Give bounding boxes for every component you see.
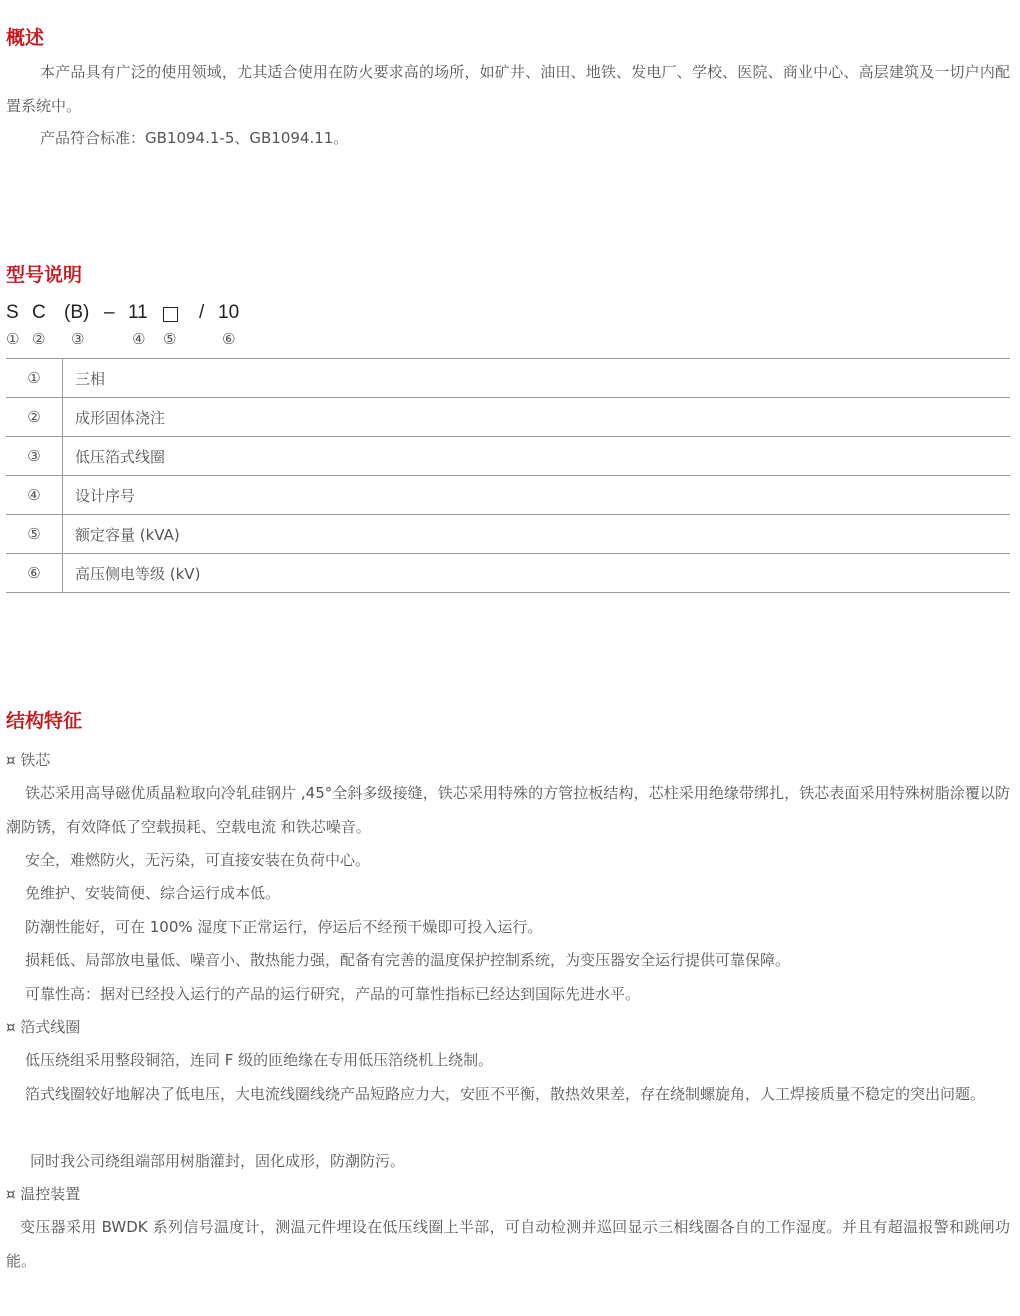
temp-title: ¤ 温控装置 <box>6 1185 81 1203</box>
table-row <box>6 398 1010 437</box>
overview-paragraph: 本产品具有广泛的使用领域，尤其适合使用在防火要求高的场所，如矿井、油田、地铁、发电厂、学校、医院、商业中心、高层建筑及一切户内配置系统中。 <box>6 63 1010 115</box>
row-description: 额定容量 (kVA) <box>63 515 1011 554</box>
marker-2: ② <box>32 330 46 348</box>
marker-4: ④ <box>132 330 146 348</box>
foil-paragraph-2: 箔式线圈较好地解决了低电压，大电流线圈线绕产品短路应力大，安匝不平衡，散热效果差，存在绕制螺旋角，人工焊接质量不稳定的突出问题。 <box>25 1085 986 1103</box>
overview-heading: 概述 <box>6 27 45 49</box>
core-paragraph: 铁芯采用高导磁优质晶粒取向冷轧硅钢片 ,45°全斜多级接缝，铁芯采用特殊的方管拉板结构，芯柱采用绝缘带绑扎，铁芯表面采用特殊树脂涂覆以防潮防锈，有效降低了空载损耗、空载电流 和铁芯噪音。 <box>6 784 1010 836</box>
code-slash: / <box>199 302 205 323</box>
code-eleven: 11 <box>128 302 148 323</box>
table-row <box>6 476 1010 515</box>
code-ten: 10 <box>218 302 240 323</box>
row-number: ④ <box>6 476 63 515</box>
model-heading: 型号说明 <box>6 264 83 286</box>
table-row <box>6 554 1010 593</box>
row-description: 成形固体浇注 <box>63 398 1011 437</box>
temp-paragraph: 变压器采用 BWDK 系列信号温度计，测温元件埋设在低压线圈上半部，可自动检测并巡回显示三相线圈各自的工作湿度。并且有超温报警和跳闸功能。 <box>6 1218 1010 1270</box>
structure-heading: 结构特征 <box>6 710 83 732</box>
core-feature-reliability: 可靠性高：据对已经投入运行的产品的运行研究，产品的可靠性指标已经达到国际先进水平。 <box>25 985 641 1003</box>
code-dash: – <box>104 302 115 323</box>
table-row <box>6 515 1010 554</box>
core-feature-maintenance: 免维护、安装简便、综合运行成本低。 <box>25 884 281 902</box>
row-description: 设计序号 <box>63 476 1011 515</box>
foil-title: ¤ 箔式线圈 <box>6 1018 81 1036</box>
foil-paragraph-1: 低压绕组采用整段铜箔，连同 F 级的匝绝缘在专用低压箔绕机上绕制。 <box>25 1051 494 1069</box>
row-description: 低压箔式线圈 <box>63 437 1011 476</box>
row-number: ③ <box>6 437 63 476</box>
core-feature-safety: 安全，难燃防火，无污染，可直接安装在负荷中心。 <box>25 851 371 869</box>
row-description: 高压侧电等级 (kV) <box>63 554 1011 593</box>
overview-standards: 产品符合标准：GB1094.1-5、GB1094.11。 <box>40 129 349 147</box>
marker-3: ③ <box>71 330 85 348</box>
code-c: C <box>32 302 46 323</box>
marker-5: ⑤ <box>163 330 177 348</box>
core-feature-moisture: 防潮性能好，可在 100% 湿度下正常运行，停运后不经预干燥即可投入运行。 <box>25 918 543 936</box>
table-row <box>6 437 1010 476</box>
row-number: ⑥ <box>6 554 63 593</box>
row-number: ⑤ <box>6 515 63 554</box>
marker-6: ⑥ <box>222 330 236 348</box>
code-box-icon <box>163 306 178 328</box>
row-number: ① <box>6 359 63 398</box>
code-b: (B) <box>64 302 90 323</box>
code-s: S <box>6 302 19 323</box>
marker-1: ① <box>6 330 20 348</box>
core-title: ¤ 铁芯 <box>6 751 51 769</box>
model-spec-table <box>6 358 1010 593</box>
foil-paragraph-3: 同时我公司绕组端部用树脂灌封，固化成形，防潮防污。 <box>30 1152 406 1170</box>
table-row <box>6 359 1010 398</box>
row-description: 三相 <box>63 359 1011 398</box>
row-number: ② <box>6 398 63 437</box>
core-feature-loss: 损耗低、局部放电量低、噪音小、散热能力强，配备有完善的温度保护控制系统，为变压器安全运行提供可靠保障。 <box>25 951 791 969</box>
